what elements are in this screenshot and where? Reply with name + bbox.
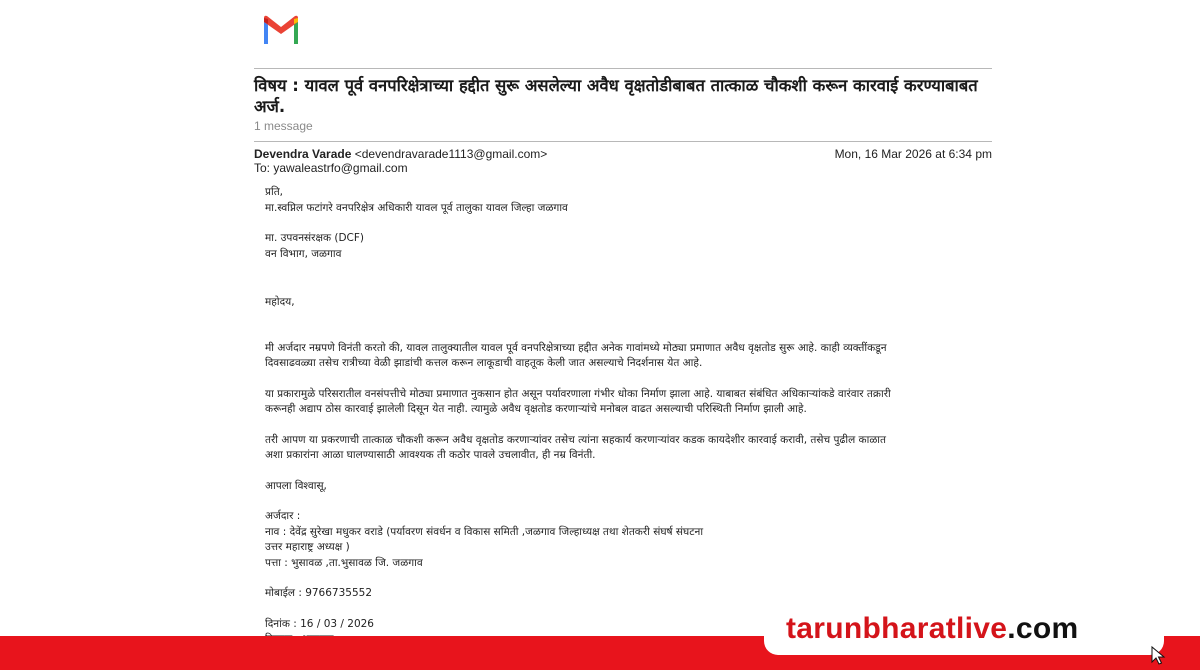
recipient-line: To: yawaleastrfo@gmail.com — [254, 161, 408, 175]
body-para-3-line-2: अशा प्रकारांना आळा घालण्यासाठी आवश्यक ती कठोर पावले उचलावीत, ही नम्र विनंती. — [265, 449, 596, 461]
body-applicant-name: नाव : देवेंद्र सुरेखा मधुकर वराडे (पर्यावरण संवर्धन व विकास समिती ,जळगाव जिल्हाध्यक्ष तथा शेतकरी संघर्ष संघटना — [265, 525, 704, 538]
body-para-3-line-1: तरी आपण या प्रकरणाची तात्काळ चौकशी करून अवैध वृक्षतोड करणाऱ्यांवर तसेच त्यांना सहकार्य करणाऱ्यांवर कडक कायदेशीर कारवाई करावी, तसेच पुढील काळात — [265, 433, 887, 446]
click-cursor-icon — [1144, 640, 1170, 666]
body-recipient-2: मा. उपवनसंरक्षक (DCF) — [265, 232, 365, 244]
body-salutation: महोदय, — [265, 296, 295, 308]
subject-divider — [254, 141, 992, 142]
message-count: 1 message — [254, 119, 313, 133]
body-applicant-role: उत्तर महाराष्ट्र अध्यक्ष ) — [265, 541, 350, 553]
sender-email[interactable]: <devendravarade1113@gmail.com> — [354, 147, 548, 161]
email-body — [265, 185, 985, 648]
body-para-2-line-2: करूनही अद्याप ठोस कारवाई झालेली दिसून येत नाही. त्यामुळे अवैध वृक्षतोड करणाऱ्यांचे मनोबल वाढत असल्याची परिस्थिती निर्माण झाली आहे. — [265, 403, 807, 415]
body-para-1-line-2: दिवसाढवळ्या तसेच रात्रीच्या वेळी झाडांची कत्तल करून लाकूडाची वाहतूक केली जात असल्याचे निदर्शनास येत आहे. — [265, 357, 703, 369]
gmail-logo-icon — [262, 14, 300, 46]
brand-name: tarunbharatlive.com — [786, 612, 1079, 645]
body-para-1-line-1: मी अर्जदार नम्रपणे विनंती करतो की, यावल तालुक्यातील यावल पूर्व वनपरिक्षेत्राच्या हद्दीत अनेक गावांमध्ये मोठ्या प्रमाणात अवैध वृक्षतोड सुरू आहे. काही व्यक्तींकडून — [265, 341, 887, 354]
sender-name: Devendra Varade — [254, 147, 352, 161]
body-mobile: मोबाईल : 9766735552 — [265, 587, 373, 599]
body-recipient-3: वन विभाग, जळगाव — [265, 247, 342, 260]
body-closing: आपला विश्वासू, — [265, 479, 327, 492]
body-address: पत्ता : भुसावळ ,ता.भुसावळ जि. जळगाव — [265, 556, 423, 569]
sender-line — [254, 147, 547, 161]
body-recipient-1: मा.स्वप्निल फटांगरे वनपरिक्षेत्र अधिकारी यावल पूर्व तालुका यावल जिल्हा जळगाव — [265, 201, 568, 214]
body-para-2-line-1: या प्रकारामुळे परिसरातील वनसंपत्तीचे मोठ्या प्रमाणात नुकसान होत असून पर्यावरणाला गंभीर धोका निर्माण झाला आहे. याबाबत संबंधित अधिकाऱ्यांकडे वारंवार तक्रारी — [265, 387, 891, 400]
header-divider — [254, 68, 992, 69]
email-subject: विषय : यावल पूर्व वनपरिक्षेत्राच्या हद्दीत सुरू असलेल्या अवैध वृक्षतोडीबाबत तात्काळ चौकशी करून कारवाई करण्याबाबत अर्ज. — [254, 76, 978, 116]
body-date: दिनांक : 16 / 03 / 2026 — [265, 617, 374, 630]
brand-watermark — [764, 603, 1164, 655]
body-applicant-label: अर्जदार : — [265, 510, 301, 522]
email-date: Mon, 16 Mar 2026 at 6:34 pm — [834, 147, 992, 161]
body-prati: प्रति, — [265, 186, 284, 198]
